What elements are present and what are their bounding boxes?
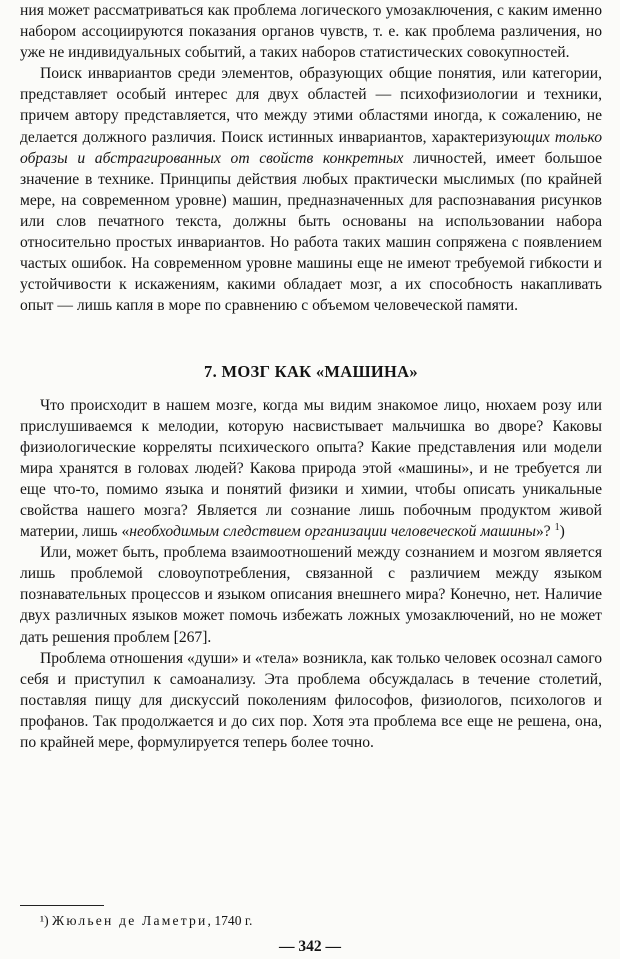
footnote-author: Жюльен де Ламетри [52,913,208,928]
italic-phrase: щих только образы и абстрагированных от свойств конкретных [20,128,602,167]
paragraph-text: Поиск инвариантов среди элементов, образующих общие понятия, или категории, представляет особый интерес для двух областей — психофизиологии и техники, причем автору представляется, что между этими областями иногда, к сожалению, не делается должного различия. Поиск истинных инвариантов, характеризую [20,65,602,146]
paragraph-text: личностей, имеет большое значение в технике. Принципы действия любых практически мыслимых (по крайней мере, на современном уровне) машин, предназначенных для распознавания рисунков или слов печатного текста, должны быть основаны на использовании набора относительно простых инвариантов. Но работа таких машин сопряжена с появлением частых ошибок. На современном уровне машины еще не имеют требуемой гибкости и устойчивости к искажениям, какими обладает мозг, а их способность накапливать опыт — лишь капля в море по сравнению с объемом человеческой памяти. [20,149,602,315]
paragraph-text: ) [559,523,565,541]
paragraph-brain-questions [20,395,602,543]
footnote-year: , 1740 г. [207,913,253,928]
paragraph-language: Или, может быть, проблема взаимоотношений между сознанием и мозгом является лишь проблемой словоупотребления, связанной с различием между языком познавательных процессов и языком описания внешнего мира? Конечно, нет. Наличие двух различных языков может помочь избежать ложных умозаключений, но не может дать решения проблем [267]. [20,544,602,646]
footnote-mark: ¹) [40,913,49,928]
paragraph-soul-body: Проблема отношения «души» и «тела» возникла, как только человек осознал самого себя и приступил к самоанализу. Эта проблема обсуждалась в течение столетий, поставляя пищу для дискуссий поколениям философов, физиологов, психологов и профанов. Так продолжается и до сих пор. Хотя эта проблема все еще не решена, она, по крайней мере, формулируется теперь более точно. [20,649,602,751]
section-heading: 7. МОЗГ КАК «МАШИНА» [204,362,418,382]
paragraph-text: »? [535,523,555,541]
paragraph-text: Что происходит в нашем мозге, когда мы видим знакомое лицо, нюхаем розу или прислушиваемся к мелодии, которую насвистывает мальчишка во дворе? Каковы физиологические корреляты психического опыта? Какие представления или модели мира хранятся в головах людей? Какова природа этой «машины», и не требуется ли еще что-то, помимо языка и понятий физики и химии, чтобы описать уникальные свойства нашего мозга? Является ли сознание лишь побочным продуктом живой материи, лишь « [20,396,602,541]
page-number: — 342 — [279,938,341,955]
paragraph-continued: ния может рассматриваться как проблема логического умозаключения, с каким именно набором ассоциируются показания органов чувств, т. е. как проблема различения, но уже не индивидуальных событий, а таких наборов статистических совокупностей. [20,2,602,62]
footnote [40,912,252,929]
paragraph-invariants [20,63,602,316]
footnote-reference[interactable]: 1 [554,521,560,533]
footnote-divider [20,905,104,906]
italic-phrase: необходимым следствием организации человеческой машины [129,523,536,541]
